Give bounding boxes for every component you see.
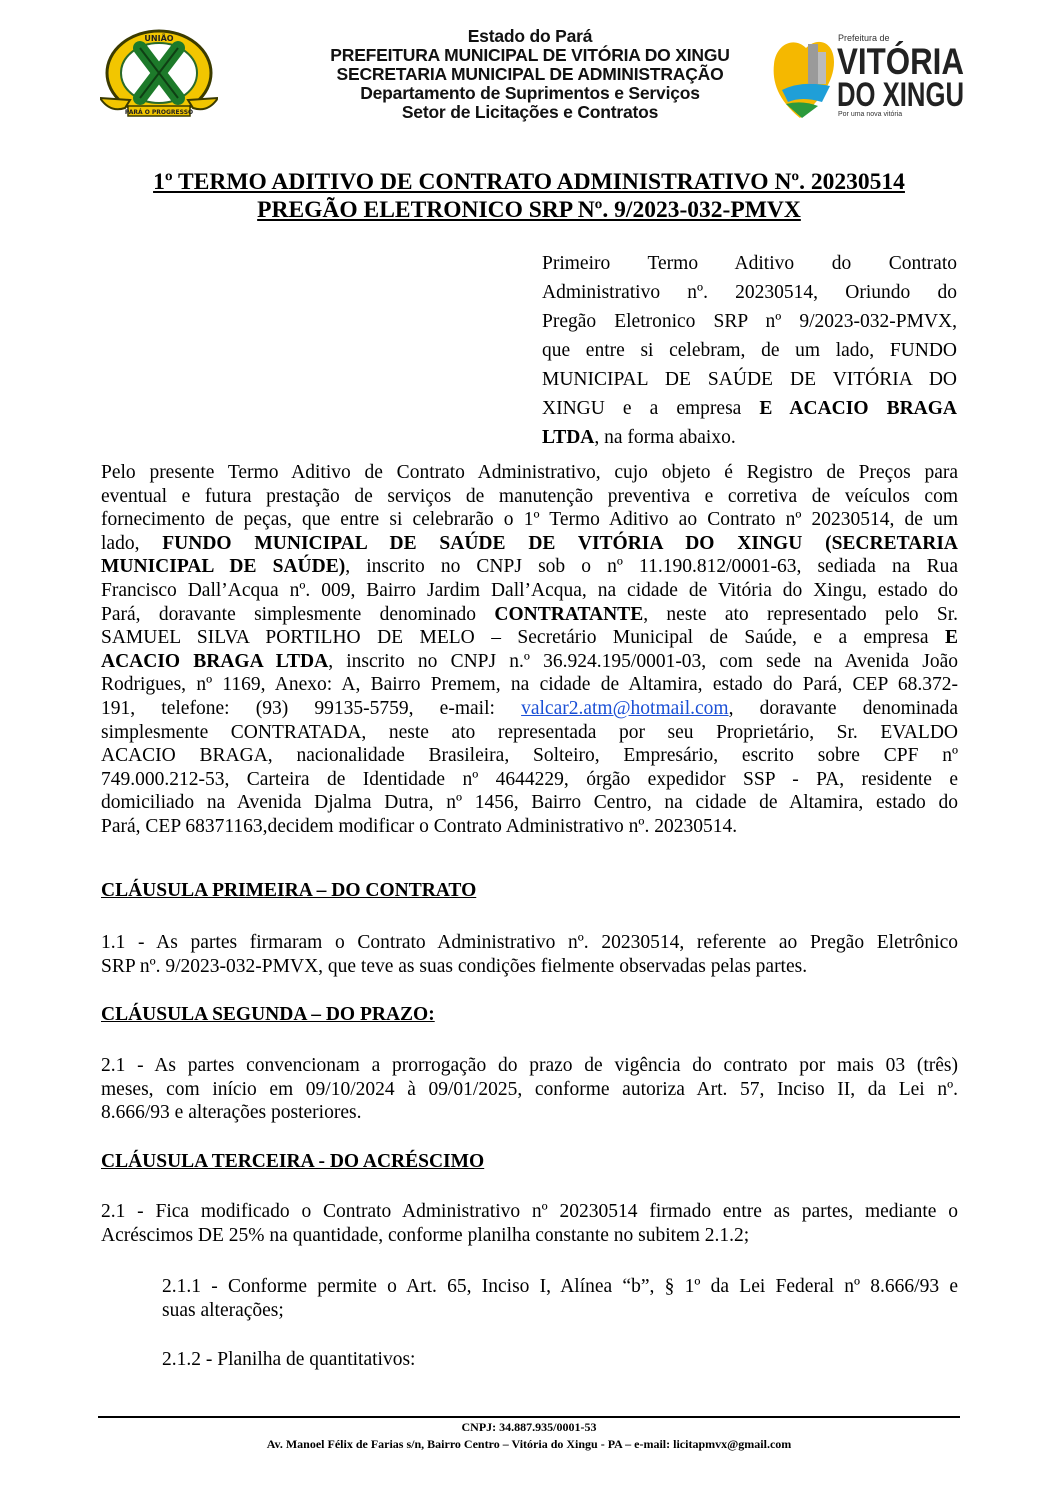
contratante-label: CONTRATANTE — [494, 603, 644, 625]
body-text: , inscrito no CNPJ sob o nº 11.190.812/0001-63, sediada na Rua — [345, 556, 958, 578]
company-name: E — [944, 627, 958, 649]
intro-line: Pregão Eletronico SRP nº 9/2023-032-PMVX, — [542, 311, 957, 332]
sector-line: Setor de Licitações e Contratos — [401, 102, 659, 122]
intro-line: Administrativo nº. 20230514, Oriundo do — [542, 282, 957, 303]
logo-tagline: Por uma nova vitória — [838, 111, 903, 118]
title-line-1: 1º TERMO ADITIVO DE CONTRATO ADMINISTRATIVO Nº. 20230514 — [153, 169, 905, 195]
body-line: ACACIO BRAGA, nacionalidade Brasileira, Solteiro, Empresário, escrito sobre CPF nº — [101, 745, 958, 767]
state-line: Estado do Pará — [467, 26, 593, 46]
seal-bottom-text: PARÁ O PROGRESSO — [124, 109, 194, 116]
intro-text: , na forma abaixo. — [594, 427, 736, 448]
seal-top-text: UNIÃO — [144, 34, 174, 43]
body-text: , inscrito no CNPJ n.º 36.924.195/0001-03, com sede na Avenida João — [328, 650, 958, 672]
body-line — [101, 555, 958, 579]
intro-line: MUNICIPAL DE SAÚDE DE VITÓRIA DO — [542, 369, 957, 390]
clause-line: 2.1 - As partes convencionam a prorrogação do prazo de vigência do contrato por mais 03 (três) — [101, 1055, 958, 1076]
body-text: , doravante denominada — [728, 697, 958, 719]
subitem-line: 2.1.1 - Conforme permite o Art. 65, Inciso I, Alínea “b”, § 1º da Lei Federal nº 8.666/93 e — [162, 1276, 958, 1297]
contracting-entity: FUNDO MUNICIPAL DE SAÚDE DE VITÓRIA DO XINGU (SECRETARIA — [162, 532, 958, 554]
intro-line — [542, 394, 957, 423]
body-line — [101, 532, 958, 556]
document-title — [0, 168, 1058, 224]
body-text: 191, telefone: (93) 99135-5759, e-mail: — [101, 697, 522, 719]
body-line: simplesmente CONTRATADA, neste ato representada por seu Proprietário, Sr. EVALDO — [101, 721, 958, 743]
clause-3-paragraph — [101, 1200, 958, 1247]
clause-3-heading: CLÁUSULA TERCEIRA - DO ACRÉSCIMO — [101, 1151, 485, 1172]
footer-cnpj: CNPJ: 34.887.935/0001-53 — [461, 1420, 597, 1434]
clause-line: meses, com início em 09/10/2024 à 09/01/2025, conforme autoriza Art. 57, Inciso II, da Lei nº. — [101, 1078, 958, 1100]
clause-line: 1.1 - As partes firmaram o Contrato Administrativo nº. 20230514, referente ao Pregão Eletrônico — [101, 932, 958, 953]
body-line: Pelo presente Termo Aditivo de Contrato Administrativo, cujo objeto é Registro de Preços para — [101, 462, 958, 483]
clause-line: 8.666/93 e alterações posteriores. — [101, 1102, 362, 1124]
title-line-2: PREGÃO ELETRONICO SRP Nº. 9/2023-032-PMVX — [257, 197, 801, 223]
subitem-2-1-1 — [162, 1275, 958, 1322]
intro-summary — [542, 249, 957, 452]
email-link[interactable]: valcar2.atm@hotmail.com — [521, 697, 729, 719]
clause-1-heading: CLÁUSULA PRIMEIRA – DO CONTRATO — [101, 880, 477, 901]
footer-divider — [98, 1416, 960, 1418]
intro-text: XINGU e a empresa — [542, 398, 760, 419]
clause-1-paragraph — [101, 931, 958, 978]
clause-line: SRP nº. 9/2023-032-PMVX, que teve as suas condições fielmente observadas pelas partes. — [101, 955, 808, 977]
clause-2-heading: CLÁUSULA SEGUNDA – DO PRAZO: — [101, 1004, 435, 1025]
body-text: , neste ato representado pelo Sr. — [643, 603, 959, 625]
secretariat-line: SECRETARIA MUNICIPAL DE ADMINISTRAÇÃO — [336, 64, 724, 84]
intro-line: Primeiro Termo Aditivo do Contrato — [542, 253, 957, 274]
intro-line — [542, 423, 957, 452]
logo-small-text: Prefeitura de — [838, 33, 890, 43]
clause-line: Acréscimos DE 25% na quantidade, conforme planilha constante no subitem 2.1.2; — [101, 1224, 750, 1246]
subitem-2-1-2: 2.1.2 - Planilha de quantitativos: — [162, 1349, 416, 1370]
footer-address: Av. Manoel Félix de Farias s/n, Bairro Centro – Vitória do Xingu - PA – e-mail: licitapmvx@gmail.com — [266, 1437, 792, 1451]
preamble-paragraph — [101, 461, 958, 839]
body-line — [101, 603, 958, 627]
clause-2-paragraph — [101, 1054, 958, 1125]
body-line: fornecimento de peças, que entre si celebrarão o 1º Termo Aditivo ao Contrato nº 20230514, de um — [101, 509, 958, 531]
body-text: SAMUEL SILVA PORTILHO DE MELO – Secretário Municipal de Saúde, e a empresa — [101, 627, 945, 649]
company-name: ACACIO BRAGA LTDA — [101, 650, 329, 672]
intro-company-suffix: LTDA — [542, 427, 595, 448]
body-text: Pará, doravante simplesmente denominado — [101, 603, 495, 625]
body-line — [101, 626, 958, 650]
body-line: 749.000.212-53, Carteira de Identidade nº 4644229, órgão expedidor SSP - PA, residente e — [101, 768, 958, 790]
body-line — [101, 650, 958, 674]
body-line: Rodrigues, nº 1169, Anexo: A, Bairro Premem, na cidade de Altamira, estado do Pará, CEP 68.372- — [101, 674, 958, 696]
contracting-entity: MUNICIPAL DE SAÚDE) — [101, 556, 346, 578]
clause-line: 2.1 - Fica modificado o Contrato Administrativo nº 20230514 firmado entre as partes, mediante o — [101, 1201, 958, 1222]
subitem-line: suas alterações; — [162, 1299, 284, 1321]
letterhead — [245, 27, 815, 122]
body-line: Francisco Dall’Acqua nº. 009, Bairro Jardim Dall’Acqua, na cidade de Vitória do Xingu, estado do — [101, 579, 958, 601]
prefecture-line: PREFEITURA MUNICIPAL DE VITÓRIA DO XINGU — [330, 45, 730, 65]
logo-name-2: DO XINGU — [837, 76, 964, 114]
body-text: lado, — [101, 532, 163, 554]
body-line — [101, 697, 958, 721]
body-line: Pará, CEP 68371163,decidem modificar o Contrato Administrativo nº. 20230514. — [101, 815, 738, 837]
body-line: eventual e futura prestação de serviços de manutenção preventiva e corretiva de veículos com — [101, 485, 958, 507]
intro-line: que entre si celebram, de um lado, FUNDO — [542, 340, 957, 361]
body-line: domiciliado na Avenida Djalma Dutra, nº 1456, Bairro Centro, na cidade de Altamira, estado do — [101, 792, 958, 814]
intro-company: E ACACIO BRAGA — [759, 398, 957, 419]
logo-name-1: VITÓRI — [837, 41, 961, 82]
municipal-seal-icon — [100, 28, 218, 118]
heart-logo-icon — [772, 30, 968, 120]
department-line: Departamento de Suprimentos e Serviços — [360, 83, 700, 103]
